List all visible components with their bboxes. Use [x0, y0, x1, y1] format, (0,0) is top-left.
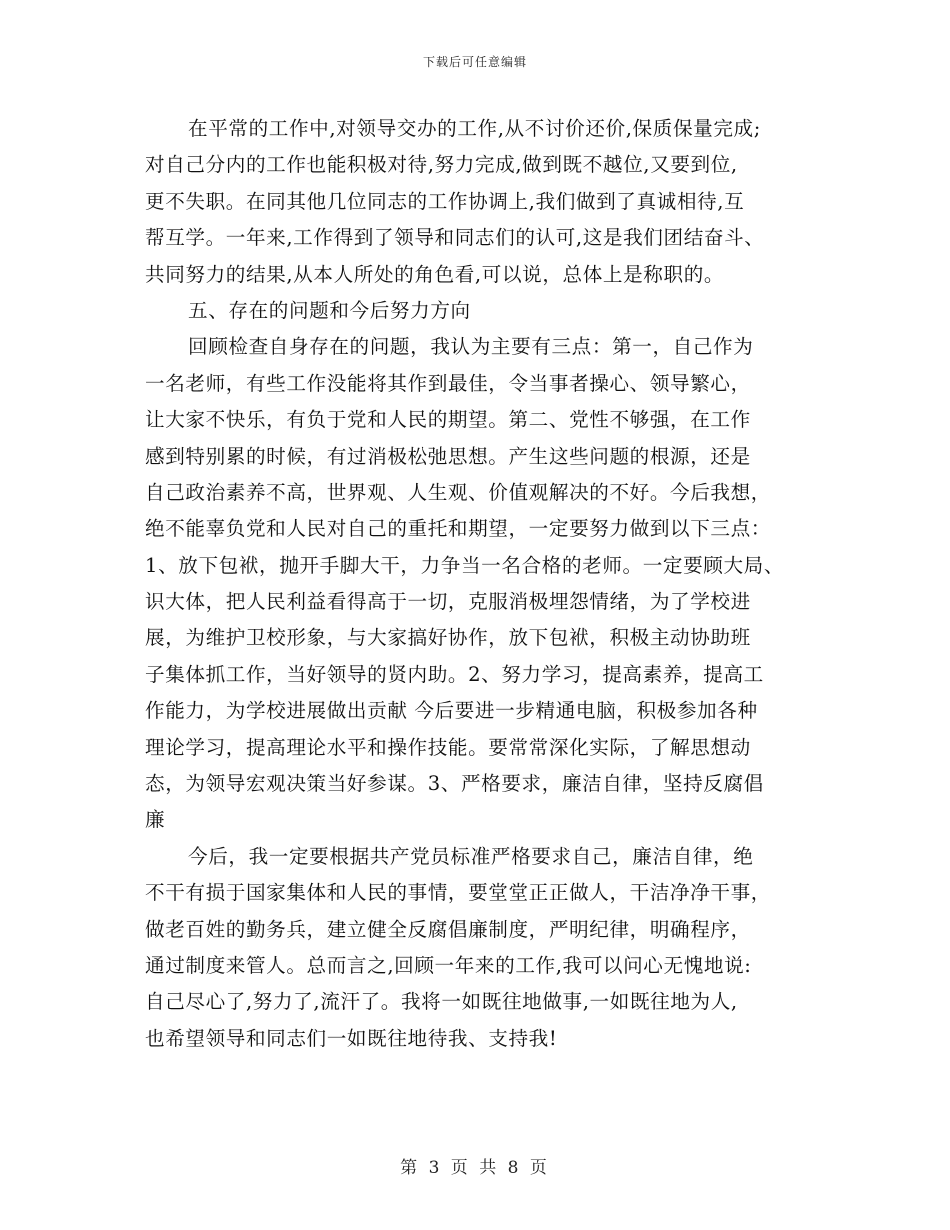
paragraph-line: 共同努力的结果,从本人所处的角色看,可以说，总体上是称职的。	[145, 262, 725, 286]
paragraph-line: 1、放下包袱，抛开手脚大干，力争当一名合格的老师。一定要顾大局、	[145, 553, 785, 577]
paragraph-line: 子集体抓工作，当好领导的贤内助。2、努力学习，提高素养，提高工	[145, 662, 764, 686]
paragraph-line: 不干有损于国家集体和人民的事情，要堂堂正正做人，干洁净净干事，	[145, 881, 772, 905]
paragraph-line: 对自己分内的工作也能积极对待,努力完成,做到既不越位,又要到位,	[145, 153, 738, 177]
paragraph-line: 态，为领导宏观决策当好参谋。3、严格要求，廉洁自律，坚持反腐倡	[145, 772, 764, 796]
paragraph-line: 一名老师，有些工作没能将其作到最佳，令当事者操心、领导繁心，	[145, 371, 751, 395]
paragraph-line: 识大体，把人民利益看得高于一切，克服消极埋怨情绪，为了学校进	[145, 590, 751, 614]
document-body	[145, 111, 810, 1057]
paragraph-line: 自己尽心了,努力了,流汗了。我将一如既往地做事,一如既往地为人,	[145, 990, 738, 1014]
paragraph-line: 理论学习，提高理论水平和操作技能。要常常深化实际，了解思想动	[145, 735, 751, 759]
paragraph-line: 也希望领导和同志们一如既往地待我、支持我!	[145, 1026, 558, 1050]
page-header: 下载后可任意编辑	[422, 55, 527, 69]
paragraph-line: 通过制度来管人。总而言之,回顾一年来的工作,我可以问心无愧地说:	[145, 953, 752, 977]
paragraph-line: 廉	[145, 808, 166, 832]
paragraph-line: 展，为维护卫校形象，与大家搞好协作，放下包袱，积极主动协助班	[145, 626, 751, 650]
paragraph-line: 绝不能辜负党和人民对自己的重托和期望，一定要努力做到以下三点：	[145, 517, 772, 541]
paragraph-line: 作能力，为学校进展做出贡献 今后要进一步精通电脑，积极参加各种	[145, 699, 758, 723]
paragraph-line: 在平常的工作中,对领导交办的工作,从不讨价还价,保质保量完成;	[188, 117, 761, 140]
paragraph-line: 回顾检查自身存在的问题，我认为主要有三点：第一，自己作为	[188, 335, 754, 359]
paragraph-line: 做老百姓的勤务兵，建立健全反腐倡廉制度，严明纪律，明确程序，	[145, 917, 751, 941]
paragraph-line: 帮互学。一年来,工作得到了领导和同志们的认可,这是我们团结奋斗、	[145, 226, 765, 250]
paragraph-line: 让大家不快乐，有负于党和人民的期望。第二、党性不够强，在工作	[145, 408, 751, 432]
page-footer: 第 3 页 共 8 页	[400, 1158, 550, 1178]
paragraph-line: 自己政治素养不高，世界观、人生观、价值观解决的不好。今后我想，	[145, 480, 772, 504]
paragraph-line: 更不失职。在同其他几位同志的工作协调上,我们做到了真诚相待,互	[145, 189, 745, 213]
paragraph-line: 今后，我一定要根据共产党员标准严格要求自己，廉洁自律，绝	[188, 844, 754, 868]
section-heading: 五、存在的问题和今后努力方向	[188, 298, 471, 322]
paragraph-line: 感到特别累的时候，有过消极松弛思想。产生这些问题的根源，还是	[145, 444, 751, 468]
